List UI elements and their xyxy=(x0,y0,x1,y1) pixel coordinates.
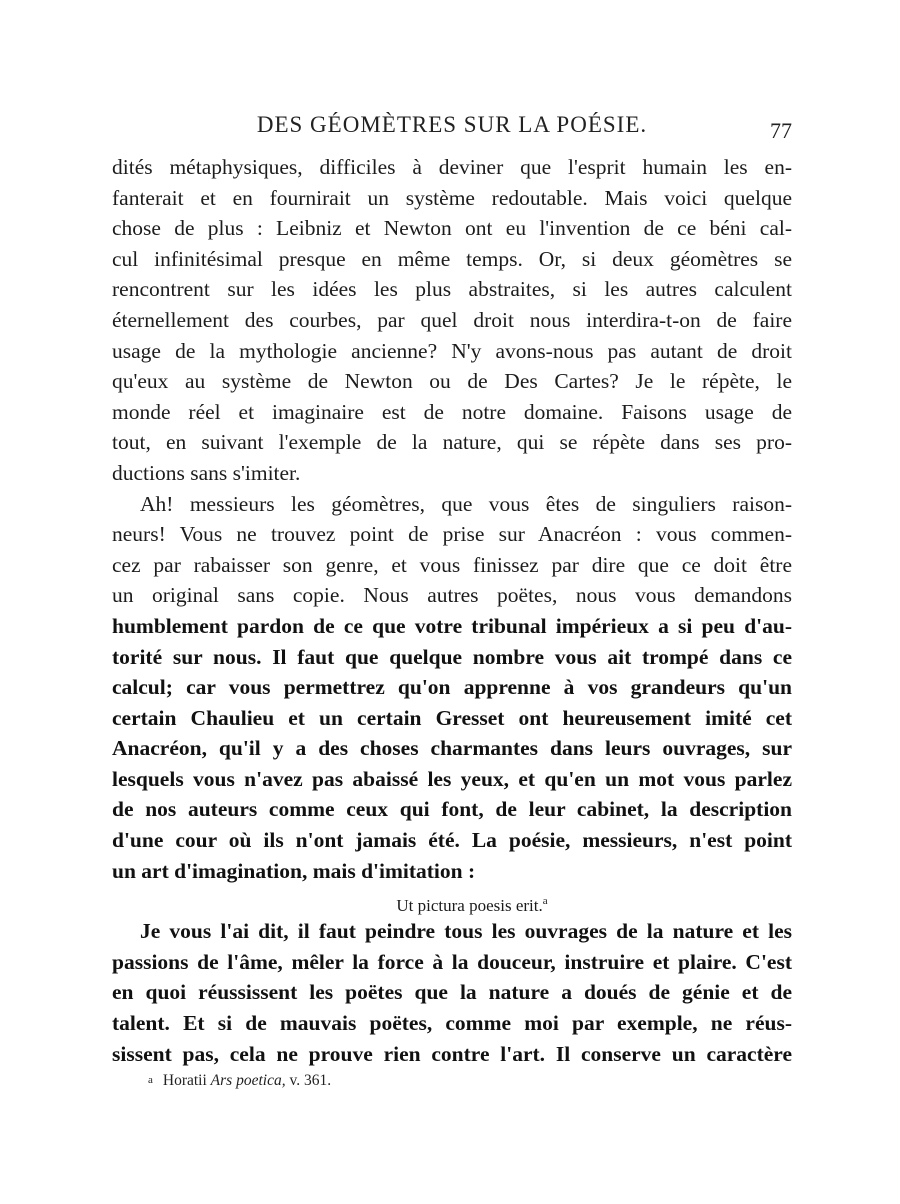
text-line: de nos auteurs comme ceux qui font, de leur cabinet, la description xyxy=(112,797,792,822)
text-line: monde réel et imaginaire est de notre domaine. Faisons usage de xyxy=(112,399,792,424)
footnote-verse-ref: v. 361. xyxy=(289,1072,332,1089)
paragraph-2 xyxy=(112,489,792,887)
verse-text: Ut pictura poesis erit. xyxy=(396,896,543,916)
text-line: en quoi réussissent les poëtes que la nature a doués de génie et de xyxy=(112,980,792,1005)
text-line: dités métaphysiques, difficiles à deviner que l'esprit humain les en- xyxy=(112,155,792,179)
text-line: ductions sans s'imiter. xyxy=(112,460,301,485)
text-line: cul infinitésimal presque en même temps. Or, si deux géomètres se xyxy=(112,246,792,271)
text-line: talent. Et si de mauvais poëtes, comme moi par exemple, ne réus- xyxy=(112,1011,792,1036)
footnote xyxy=(148,1072,331,1090)
text-line: neurs! Vous ne trouvez point de prise sur Anacréon : vous commen- xyxy=(112,522,792,547)
text-line: qu'eux au système de Newton ou de Des Cartes? Je le répète, le xyxy=(112,369,792,394)
footnote-author: Horatii xyxy=(162,1072,207,1089)
text-line: passions de l'âme, mêler la force à la douceur, instruire et plaire. C'est xyxy=(112,949,792,974)
text-line: un art d'imagination, mais d'imitation : xyxy=(112,858,476,883)
text-line: cez par rabaisser son genre, et vous finissez par dire que ce doit être xyxy=(112,552,792,577)
text-line: d'une cour où ils n'ont jamais été. La poésie, messieurs, n'est point xyxy=(112,828,792,853)
text-line: calcul; car vous permettrez qu'on apprenne à vos grandeurs qu'un xyxy=(112,675,792,700)
body-text xyxy=(112,152,792,1069)
text-line: humblement pardon de ce que votre tribunal impérieux a si peu d'au- xyxy=(112,613,792,638)
text-line: un original sans copie. Nous autres poëtes, nous vous demandons xyxy=(112,583,792,608)
text-line: usage de la mythologie ancienne? N'y avons-nous pas autant de droit xyxy=(112,338,792,363)
text-line: Ah! messieurs les géomètres, que vous êtes de singuliers raison- xyxy=(140,491,792,516)
running-head xyxy=(112,112,792,146)
footnote-work: Ars poetica, xyxy=(210,1072,286,1089)
text-line: chose de plus : Leibniz et Newton ont eu l'invention de ce béni cal- xyxy=(112,216,792,241)
text-line: éternellement des courbes, par quel droit nous interdira-t-on de faire xyxy=(112,307,792,332)
footnote-marker: a xyxy=(542,895,548,908)
text-line: tout, en suivant l'exemple de la nature, qui se répète dans ses pro- xyxy=(112,430,792,455)
running-title: DES GÉOMÈTRES SUR LA POÉSIE. xyxy=(256,112,648,137)
text-line: rencontrent sur les idées les plus abstraites, si les autres calculent xyxy=(112,277,792,302)
text-line: fanterait et en fournirait un système redoutable. Mais voici quelque xyxy=(112,185,792,210)
text-line: certain Chaulieu et un certain Gresset ont heureusement imité cet xyxy=(112,705,792,730)
paragraph-3 xyxy=(112,916,792,1069)
text-line: torité sur nous. Il faut que quelque nombre vous ait trompé dans ce xyxy=(112,644,792,669)
text-line: sissent pas, cela ne prouve rien contre l'art. Il conserve un caractère xyxy=(112,1041,792,1066)
text-line: lesquels vous n'avez pas abaissé les yeux, et qu'en un mot vous parlez xyxy=(112,766,792,791)
verse-quotation xyxy=(112,886,792,916)
page-number: 77 xyxy=(770,118,792,143)
text-line: Je vous l'ai dit, il faut peindre tous les ouvrages de la nature et les xyxy=(140,919,792,944)
text-line: Anacréon, qu'il y a des choses charmantes dans leurs ouvrages, sur xyxy=(112,736,792,761)
footnote-marker: a xyxy=(148,1074,153,1086)
paragraph-1 xyxy=(112,152,792,489)
